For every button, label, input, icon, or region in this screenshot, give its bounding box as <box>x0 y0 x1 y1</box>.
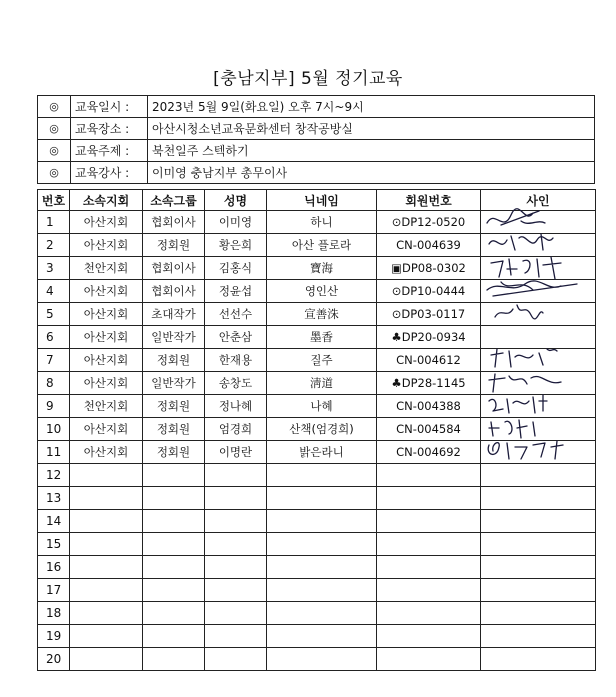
nickname-cell: 나혜 <box>267 395 377 418</box>
name-cell: 정나혜 <box>205 395 267 418</box>
name-cell: 선선수 <box>205 303 267 326</box>
row-number: 4 <box>38 280 70 303</box>
member-id-cell: ⊙DP10-0444 <box>377 280 481 303</box>
branch-cell <box>70 579 143 602</box>
group-cell: 일반작가 <box>143 372 205 395</box>
row-number: 13 <box>38 487 70 510</box>
branch-cell <box>70 648 143 671</box>
nickname-cell <box>267 556 377 579</box>
member-id-cell: ♣DP28-1145 <box>377 372 481 395</box>
info-label: 교육주제 : <box>71 140 148 162</box>
header-cell: 회원번호 <box>377 190 481 211</box>
signature-cell <box>481 441 596 464</box>
member-id-cell: ⊙DP12-0520 <box>377 211 481 234</box>
page-title: [충남지부] 5월 정기교육 <box>213 69 403 89</box>
member-id-cell: ▣DP08-0302 <box>377 257 481 280</box>
member-id-cell: CN-004388 <box>377 395 481 418</box>
member-id-cell <box>377 533 481 556</box>
signature-cell <box>481 648 596 671</box>
group-cell: 정회원 <box>143 234 205 257</box>
nickname-cell: 하니 <box>267 211 377 234</box>
branch-cell <box>70 510 143 533</box>
group-cell <box>143 510 205 533</box>
member-id-cell: CN-004584 <box>377 418 481 441</box>
name-cell <box>205 510 267 533</box>
row-number: 3 <box>38 257 70 280</box>
attendance-body <box>38 211 596 671</box>
info-row <box>38 96 595 118</box>
name-cell: 엄경희 <box>205 418 267 441</box>
info-row <box>38 118 595 140</box>
row-number: 20 <box>38 648 70 671</box>
nickname-cell <box>267 579 377 602</box>
name-cell: 한재용 <box>205 349 267 372</box>
header-cell: 소속그룹 <box>143 190 205 211</box>
nickname-cell: 아산 플로라 <box>267 234 377 257</box>
row-number: 9 <box>38 395 70 418</box>
group-cell <box>143 625 205 648</box>
member-id-cell <box>377 648 481 671</box>
nickname-cell: 질주 <box>267 349 377 372</box>
table-row <box>38 533 596 556</box>
row-number: 2 <box>38 234 70 257</box>
branch-cell: 아산지회 <box>70 303 143 326</box>
group-cell: 일반작가 <box>143 326 205 349</box>
info-row <box>38 162 595 184</box>
name-cell: 정윤섭 <box>205 280 267 303</box>
nickname-cell <box>267 533 377 556</box>
group-cell <box>143 464 205 487</box>
name-cell <box>205 533 267 556</box>
group-cell: 협회이사 <box>143 211 205 234</box>
group-cell: 협회이사 <box>143 257 205 280</box>
group-cell <box>143 533 205 556</box>
nickname-cell <box>267 625 377 648</box>
nickname-cell: 영인산 <box>267 280 377 303</box>
signature-cell <box>481 533 596 556</box>
nickname-cell <box>267 464 377 487</box>
branch-cell <box>70 533 143 556</box>
table-row <box>38 487 596 510</box>
member-id-cell: CN-004639 <box>377 234 481 257</box>
member-id-cell: ⊙DP03-0117 <box>377 303 481 326</box>
nickname-cell <box>267 487 377 510</box>
table-row <box>38 303 596 326</box>
info-value: 아산시청소년교육문화센터 창작공방실 <box>148 118 595 140</box>
signature-cell <box>481 510 596 533</box>
group-cell <box>143 579 205 602</box>
info-label: 교육강사 : <box>71 162 148 184</box>
header-cell: 번호 <box>38 190 70 211</box>
member-id-cell: ♣DP20-0934 <box>377 326 481 349</box>
row-number: 11 <box>38 441 70 464</box>
member-id-cell <box>377 556 481 579</box>
signature-cell <box>481 303 596 326</box>
name-cell: 송창도 <box>205 372 267 395</box>
attendance-table <box>37 189 596 671</box>
branch-cell: 아산지회 <box>70 372 143 395</box>
nickname-cell: 산책(엄경희) <box>267 418 377 441</box>
branch-cell <box>70 487 143 510</box>
nickname-cell: 宣善洙 <box>267 303 377 326</box>
nickname-cell: 밝은라니 <box>267 441 377 464</box>
member-id-cell <box>377 602 481 625</box>
name-cell <box>205 602 267 625</box>
group-cell: 정회원 <box>143 441 205 464</box>
branch-cell: 천안지회 <box>70 257 143 280</box>
name-cell: 황은희 <box>205 234 267 257</box>
info-label: 교육일시 : <box>71 96 148 118</box>
branch-cell: 아산지회 <box>70 280 143 303</box>
name-cell <box>205 487 267 510</box>
table-row <box>38 441 596 464</box>
info-row <box>38 140 595 162</box>
row-number: 18 <box>38 602 70 625</box>
signature-cell <box>481 556 596 579</box>
row-number: 1 <box>38 211 70 234</box>
nickname-cell <box>267 648 377 671</box>
name-cell: 이미영 <box>205 211 267 234</box>
branch-cell: 아산지회 <box>70 234 143 257</box>
branch-cell <box>70 556 143 579</box>
row-number: 19 <box>38 625 70 648</box>
signature-cell <box>481 625 596 648</box>
nickname-cell: 寶海 <box>267 257 377 280</box>
row-number: 8 <box>38 372 70 395</box>
row-number: 12 <box>38 464 70 487</box>
row-number: 16 <box>38 556 70 579</box>
info-value: 2023년 5월 9일(화요일) 오후 7시~9시 <box>148 96 595 118</box>
nickname-cell <box>267 510 377 533</box>
bullet-icon: ◎ <box>38 162 71 184</box>
group-cell: 정회원 <box>143 395 205 418</box>
name-cell <box>205 556 267 579</box>
info-label: 교육장소 : <box>71 118 148 140</box>
header-cell: 닉네임 <box>267 190 377 211</box>
bullet-icon: ◎ <box>38 118 71 140</box>
name-cell: 안춘삼 <box>205 326 267 349</box>
table-row <box>38 579 596 602</box>
header-cell: 소속지회 <box>70 190 143 211</box>
name-cell <box>205 464 267 487</box>
branch-cell <box>70 625 143 648</box>
member-id-cell <box>377 625 481 648</box>
branch-cell: 천안지회 <box>70 395 143 418</box>
bullet-icon: ◎ <box>38 140 71 162</box>
member-id-cell: CN-004692 <box>377 441 481 464</box>
name-cell: 이명란 <box>205 441 267 464</box>
group-cell: 초대작가 <box>143 303 205 326</box>
nickname-cell <box>267 602 377 625</box>
member-id-cell <box>377 464 481 487</box>
group-cell: 정회원 <box>143 349 205 372</box>
group-cell <box>143 602 205 625</box>
table-row <box>38 556 596 579</box>
member-id-cell <box>377 510 481 533</box>
branch-cell <box>70 464 143 487</box>
row-number: 6 <box>38 326 70 349</box>
group-cell <box>143 556 205 579</box>
branch-cell: 아산지회 <box>70 349 143 372</box>
member-id-cell: CN-004612 <box>377 349 481 372</box>
group-cell: 정회원 <box>143 418 205 441</box>
branch-cell: 아산지회 <box>70 441 143 464</box>
signature-cell <box>481 487 596 510</box>
row-number: 10 <box>38 418 70 441</box>
signature-cell <box>481 602 596 625</box>
group-cell <box>143 487 205 510</box>
row-number: 7 <box>38 349 70 372</box>
member-id-cell <box>377 579 481 602</box>
name-cell <box>205 648 267 671</box>
table-row <box>38 510 596 533</box>
branch-cell: 아산지회 <box>70 326 143 349</box>
signature-cell <box>481 579 596 602</box>
table-row <box>38 625 596 648</box>
header-cell: 성명 <box>205 190 267 211</box>
info-value: 북천일주 스텍하기 <box>148 140 595 162</box>
branch-cell: 아산지회 <box>70 211 143 234</box>
row-number: 17 <box>38 579 70 602</box>
header-cell: 사인 <box>481 190 596 211</box>
row-number: 5 <box>38 303 70 326</box>
table-row <box>38 602 596 625</box>
bullet-icon: ◎ <box>38 96 71 118</box>
group-cell: 협회이사 <box>143 280 205 303</box>
nickname-cell: 淸道 <box>267 372 377 395</box>
info-table <box>37 95 595 184</box>
signature-cell <box>481 464 596 487</box>
row-number: 15 <box>38 533 70 556</box>
name-cell <box>205 625 267 648</box>
nickname-cell: 墨香 <box>267 326 377 349</box>
table-row <box>38 464 596 487</box>
group-cell <box>143 648 205 671</box>
member-id-cell <box>377 487 481 510</box>
info-value: 이미영 충남지부 총무이사 <box>148 162 595 184</box>
table-row <box>38 648 596 671</box>
name-cell: 김홍식 <box>205 257 267 280</box>
branch-cell <box>70 602 143 625</box>
row-number: 14 <box>38 510 70 533</box>
branch-cell: 아산지회 <box>70 418 143 441</box>
name-cell <box>205 579 267 602</box>
